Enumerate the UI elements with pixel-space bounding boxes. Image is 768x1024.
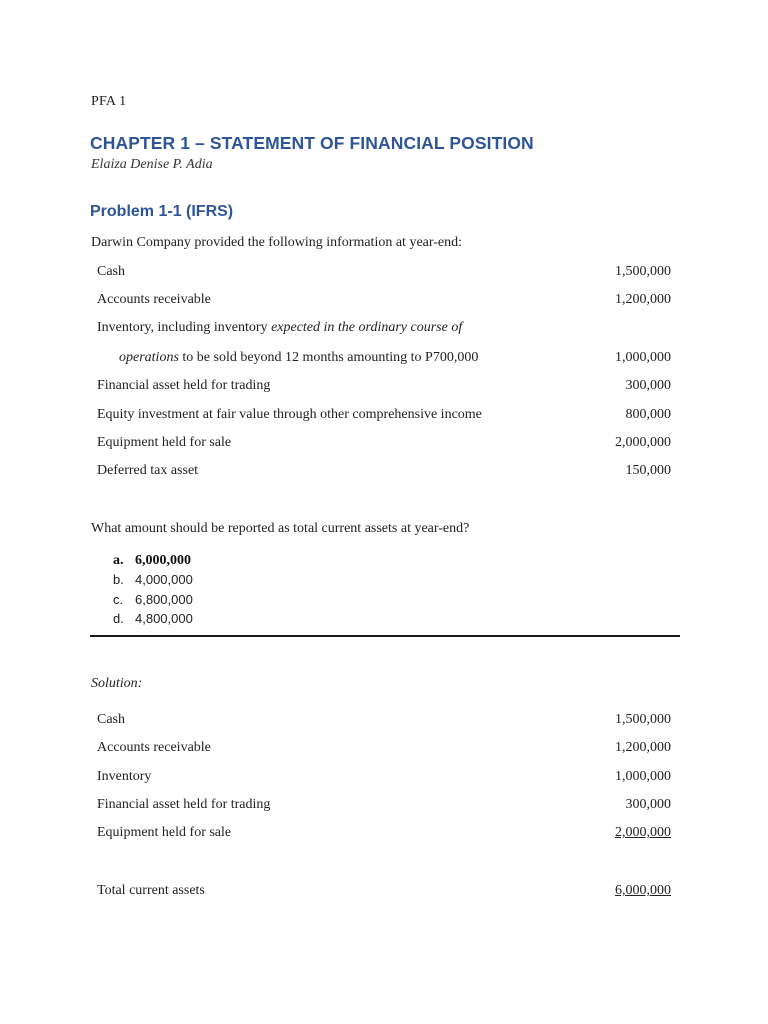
item-amount: 2,000,000: [615, 435, 671, 450]
item-label: Equipment held for sale: [97, 825, 232, 840]
choice-value: 4,000,000: [135, 572, 193, 588]
solution-item-row: [97, 825, 671, 845]
item-amount: 2,000,000: [615, 825, 671, 840]
item-label: Financial asset held for trading: [97, 797, 271, 812]
total-label: Total current assets: [97, 883, 205, 898]
solution-item-row: [97, 712, 671, 732]
problem-item-row: [97, 320, 671, 340]
item-amount: 1,200,000: [615, 292, 671, 307]
choice-letter: c.: [113, 591, 124, 607]
item-amount: 150,000: [625, 463, 671, 478]
item-amount: 1,000,000: [615, 769, 671, 784]
choice-letter: a.: [113, 553, 124, 568]
choice-value: 6,800,000: [135, 591, 193, 607]
question-text: What amount should be reported as total current assets at year-end?: [91, 521, 470, 536]
problem-item-row: [97, 407, 671, 427]
solution-item-row: [97, 740, 671, 760]
choice-a: [113, 551, 193, 570]
chapter-title: CHAPTER 1 – STATEMENT OF FINANCIAL POSITION: [90, 133, 534, 153]
choice-d: [113, 609, 193, 628]
choice-c: [113, 590, 193, 609]
item-label-plain: Inventory, including inventory: [97, 320, 272, 335]
problem-item-row: [97, 378, 671, 398]
item-label: Cash: [97, 264, 125, 279]
item-label-plain: to be sold beyond 12 months amounting to P700,000: [178, 350, 479, 365]
choice-value: 4,800,000: [135, 610, 193, 626]
item-label-italic: operations: [119, 350, 179, 365]
choice-letter: d.: [113, 610, 124, 626]
problem-title: Problem 1-1 (IFRS): [90, 203, 234, 220]
item-label: Accounts receivable: [97, 740, 211, 755]
item-label: Equity investment at fair value through other comprehensive income: [97, 407, 482, 422]
total-row: [97, 883, 671, 903]
item-amount: 1,200,000: [615, 740, 671, 755]
choice-b: [113, 570, 193, 589]
item-label: Deferred tax asset: [97, 463, 199, 478]
problem-item-row: [97, 435, 671, 455]
problem-intro: Darwin Company provided the following information at year-end:: [91, 235, 463, 250]
item-label-italic: expected in the ordinary course of: [271, 320, 463, 335]
item-amount: 800,000: [625, 407, 671, 422]
item-label: Cash: [97, 712, 125, 727]
answer-choices: [113, 551, 193, 628]
author-name: Elaiza Denise P. Adia: [91, 157, 213, 172]
item-label: [97, 320, 462, 336]
problem-item-row: [97, 463, 671, 483]
item-amount: 1,000,000: [615, 350, 671, 365]
item-label: Accounts receivable: [97, 292, 211, 307]
header-label: PFA 1: [91, 94, 127, 109]
item-amount: 1,500,000: [615, 264, 671, 279]
choice-value: 6,000,000: [135, 553, 191, 568]
solution-item-row: [97, 797, 671, 817]
item-label: Financial asset held for trading: [97, 378, 271, 393]
item-label: Equipment held for sale: [97, 435, 232, 450]
solution-item-row: [97, 769, 671, 789]
problem-item-row: [97, 264, 671, 284]
problem-item-row: [97, 292, 671, 312]
item-amount: 300,000: [625, 797, 671, 812]
item-label: Inventory: [97, 769, 152, 784]
item-amount: 1,500,000: [615, 712, 671, 727]
item-label: [119, 350, 478, 366]
solution-label: Solution:: [91, 676, 143, 691]
choice-letter: b.: [113, 572, 124, 588]
total-amount: 6,000,000: [615, 883, 671, 898]
section-divider: [90, 635, 680, 637]
item-amount: 300,000: [625, 378, 671, 393]
problem-item-row: [97, 350, 671, 370]
